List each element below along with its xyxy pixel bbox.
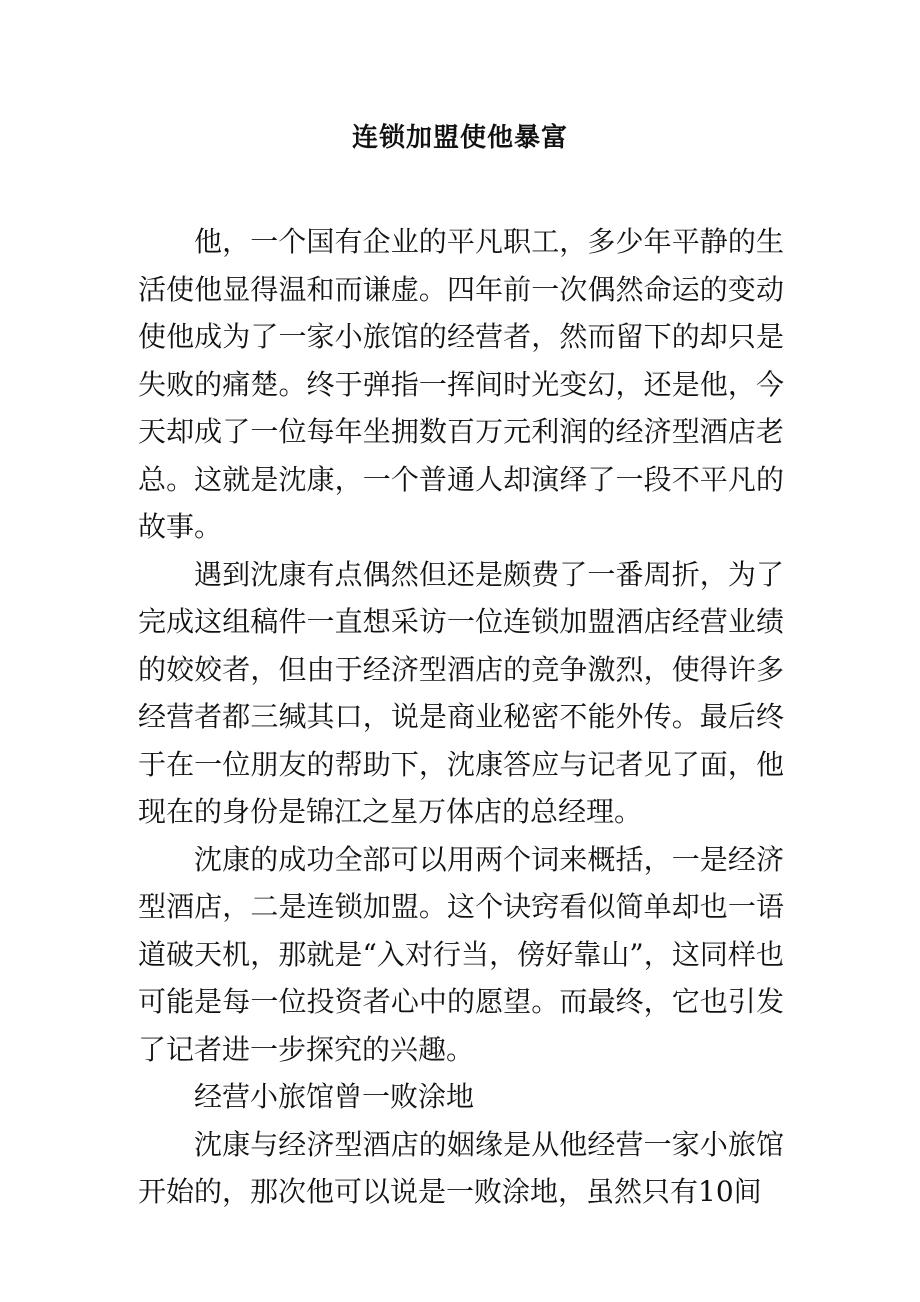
document-body xyxy=(138,218,784,1216)
paragraph-meeting: 遇到沈康有点偶然但还是颇费了一番周折，为了完成这组稿件一直想采访一位连锁加盟酒店经营业绩的姣姣者，但由于经济型酒店的竞争激烈，使得许多经营者都三缄其口，说是商业秘密不能外传。最后终于在一位朋友的帮助下，沈康答应与记者见了面，他现在的身份是锦江之星万体店的总经理。 xyxy=(138,557,784,828)
paragraph-inn: 沈康与经济型酒店的姻缘是从他经营一家小旅馆开始的，那次他可以说是一败涂地，虽然只有10间 xyxy=(138,1127,784,1208)
section-subheading: 经营小旅馆曾一败涂地 xyxy=(194,1080,475,1113)
paragraph-success: 沈康的成功全部可以用两个词来概括，一是经济型酒店，二是连锁加盟。这个诀窍看似简单却也一语道破天机，那就是“入对行当，傍好靠山”，这同样也可能是每一位投资者心中的愿望。而最终，它也引发了记者进一步探究的兴趣。 xyxy=(138,842,784,1066)
paragraph-intro: 他，一个国有企业的平凡职工，多少年平静的生活使他显得温和而谦虚。四年前一次偶然命运的变动使他成为了一家小旅馆的经营者，然而留下的却只是失败的痛楚。终于弹指一挥间时光变幻，还是他，今天却成了一位每年坐拥数百万元利润的经济型酒店老总。这就是沈康，一个普通人却演绎了一段不平凡的故事。 xyxy=(138,225,784,543)
document-title: 连锁加盟使他暴富 xyxy=(351,123,568,153)
